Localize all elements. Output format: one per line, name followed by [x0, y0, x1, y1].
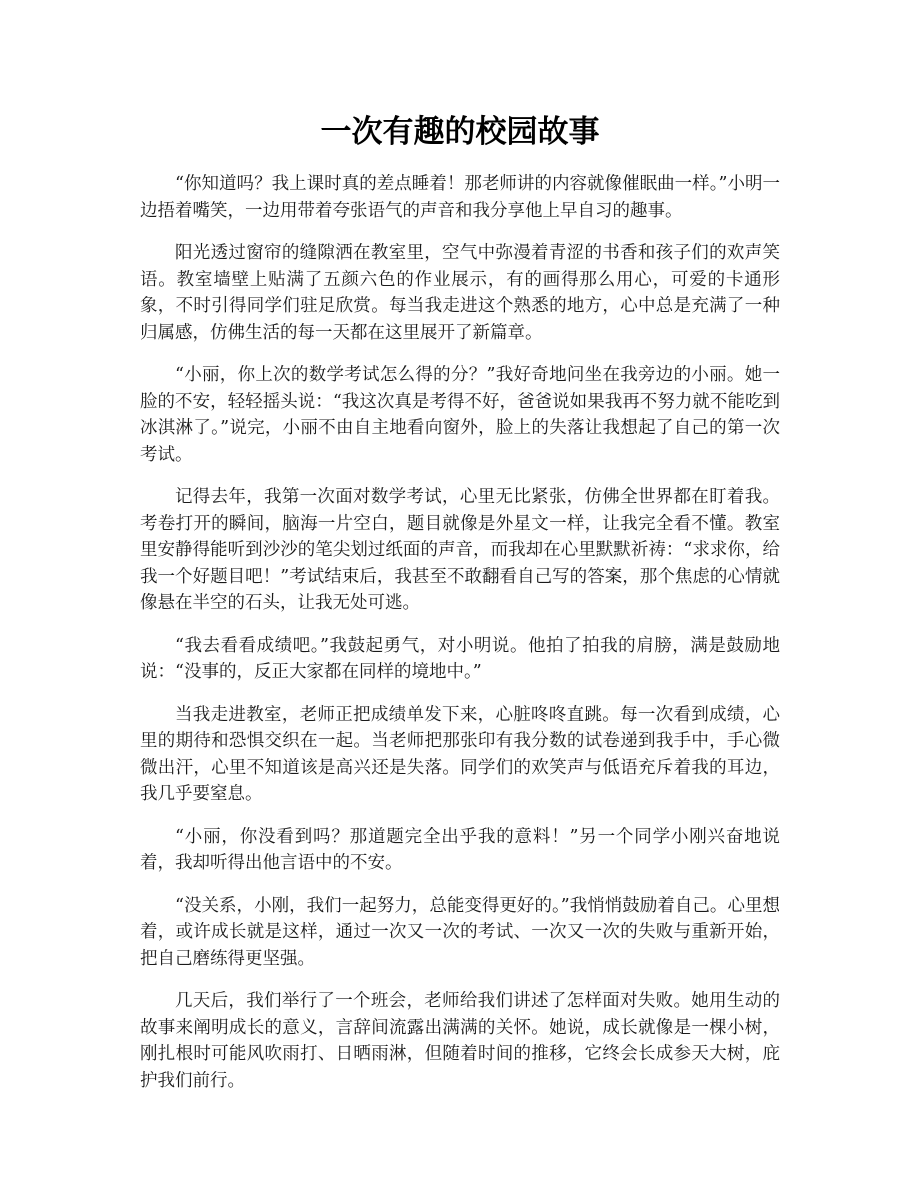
paragraph: “小丽，你没看到吗？那道题完全出乎我的意料！”另一个同学小刚兴奋地说着，我却听得出他言语中的不安。: [140, 826, 780, 873]
paragraph: “小丽，你上次的数学考试怎么得的分？”我好奇地问坐在我旁边的小丽。她一脸的不安，轻轻摇头说：“我这次真是考得不好，爸爸说如果我再不努力就不能吃到冰淇淋了。”说完，小丽不由自主地看向窗外，脸上的失落让我想起了自己的第一次考试。: [140, 365, 780, 465]
paragraph: “你知道吗？我上课时真的差点睡着！那老师讲的内容就像催眠曲一样。”小明一边捂着嘴笑，一边用带着夸张语气的声音和我分享他上早自习的趣事。: [140, 174, 780, 221]
document-title: 一次有趣的校园故事: [320, 114, 600, 150]
paragraph: 当我走进教室，老师正把成绩单发下来，心脏咚咚直跳。每一次看到成绩，心里的期待和恐惧交织在一起。当老师把那张印有我分数的试卷递到我手中，手心微微出汗，心里不知道该是高兴还是失落。同学们的欢笑声与低语充斥着我的耳边，我几乎要窒息。: [140, 704, 780, 804]
paragraph: 阳光透过窗帘的缝隙洒在教室里，空气中弥漫着青涩的书香和孩子们的欢声笑语。教室墙壁上贴满了五颜六色的作业展示，有的画得那么用心，可爱的卡通形象，不时引得同学们驻足欣赏。每当我走进这个熟悉的地方，心中总是充满了一种归属感，仿佛生活的每一天都在这里展开了新篇章。: [140, 243, 780, 343]
paragraph: 几天后，我们举行了一个班会，老师给我们讲述了怎样面对失败。她用生动的故事来阐明成长的意义，言辞间流露出满满的关怀。她说，成长就像是一棵小树，刚扎根时可能风吹雨打、日晒雨淋，但随着时间的推移，它终会长成参天大树，庇护我们前行。: [140, 991, 780, 1091]
paragraph: “我去看看成绩吧。”我鼓起勇气，对小明说。他拍了拍我的肩膀，满是鼓励地说：“没事的，反正大家都在同样的境地中。”: [140, 635, 780, 682]
paragraph: 记得去年，我第一次面对数学考试，心里无比紧张，仿佛全世界都在盯着我。考卷打开的瞬间，脑海一片空白，题目就像是外星文一样，让我完全看不懂。教室里安静得能听到沙沙的笔尖划过纸面的声音，而我却在心里默默祈祷：“求求你，给我一个好题目吧！”考试结束后，我甚至不敢翻看自己写的答案，那个焦虑的心情就像悬在半空的石头，让我无处可逃。: [140, 487, 780, 613]
document-body: [140, 171, 780, 1110]
paragraph: “没关系，小刚，我们一起努力，总能变得更好的。”我悄悄鼓励着自己。心里想着，或许成长就是这样，通过一次又一次的考试、一次又一次的失败与重新开始，把自己磨练得更坚强。: [140, 895, 780, 969]
